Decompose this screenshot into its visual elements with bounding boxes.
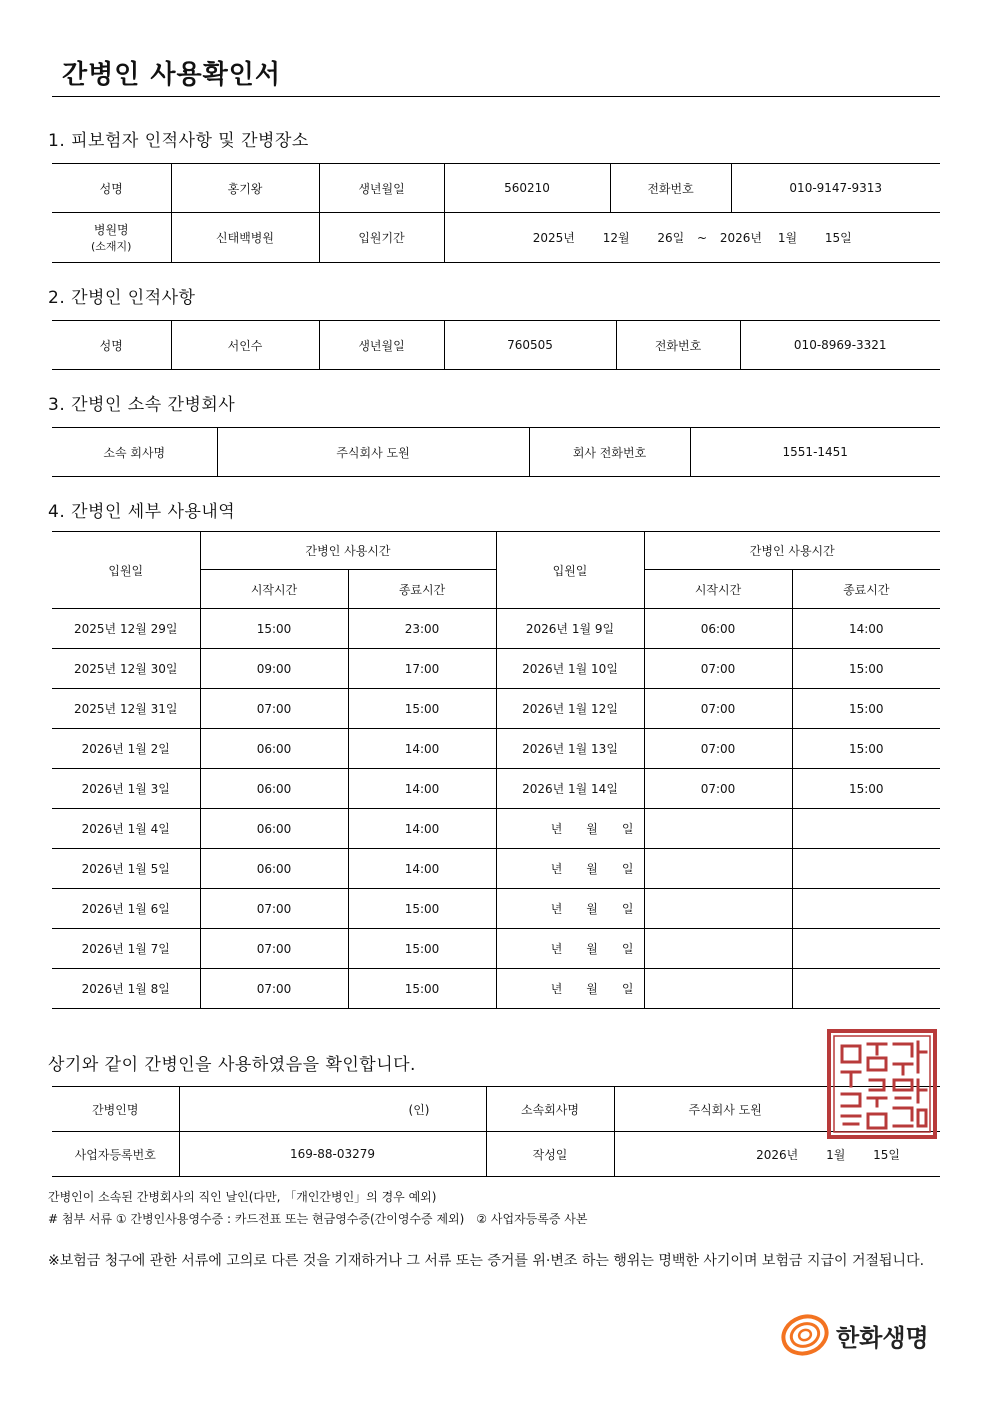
left-start-time[interactable]: 07:00: [200, 889, 348, 929]
left-end-time[interactable]: 14:00: [348, 849, 496, 889]
left-end-time[interactable]: 15:00: [348, 929, 496, 969]
hospital-label-sub: (소재지): [91, 240, 132, 253]
company-label: 소속회사명: [486, 1087, 614, 1132]
left-date[interactable]: 2026년 1월 6일: [52, 889, 200, 929]
right-start-time[interactable]: [644, 849, 792, 889]
company-name[interactable]: 주식회사 도원: [217, 428, 529, 477]
right-date[interactable]: 2026년 1월 9일: [496, 609, 644, 649]
usage-end-header-right: 종료시간: [792, 570, 940, 609]
company-info-table: [52, 427, 940, 477]
attachments-note: # 첨부 서류 ① 간병인사용영수증 : 카드전표 또는 현금영수증(간이영수증 제외) ② 사업자등록증 사본: [48, 1212, 588, 1226]
seal-note: 간병인이 소속된 간병회사의 직인 날인(다만, 「개인간병인」의 경우 예외): [48, 1190, 437, 1204]
period-end: 2026년 1월 15일: [719, 231, 852, 245]
insured-name-label: 성명: [52, 164, 171, 213]
right-date[interactable]: 2026년 1월 12일: [496, 689, 644, 729]
right-date[interactable]: 년 월 일: [496, 889, 644, 929]
right-end-time[interactable]: 15:00: [792, 689, 940, 729]
caregiver-name[interactable]: 서인수: [171, 321, 319, 370]
right-start-time[interactable]: [644, 969, 792, 1009]
usage-date-header-left: 입원일: [52, 532, 200, 609]
company-seal-stamp-icon: [826, 1028, 938, 1140]
left-date[interactable]: 2026년 1월 7일: [52, 929, 200, 969]
written-date-label: 작성일: [486, 1132, 614, 1177]
usage-end-header-left: 종료시간: [348, 570, 496, 609]
table-row: [52, 769, 940, 809]
company-name-field[interactable]: 주식회사 도원: [614, 1087, 940, 1132]
left-date[interactable]: 2025년 12월 31일: [52, 689, 200, 729]
usage-start-header-left: 시작시간: [200, 570, 348, 609]
caregiver-name-label: 성명: [52, 321, 171, 370]
left-date[interactable]: 2026년 1월 4일: [52, 809, 200, 849]
document-title: 간병인 사용확인서: [62, 60, 281, 90]
caregiver-birth[interactable]: 760505: [444, 321, 616, 370]
admission-period[interactable]: [444, 213, 940, 263]
insured-birth-label: 생년월일: [319, 164, 444, 213]
company-phone[interactable]: 1551-1451: [690, 428, 940, 477]
left-date[interactable]: 2026년 1월 5일: [52, 849, 200, 889]
right-end-time[interactable]: 15:00: [792, 729, 940, 769]
left-end-time[interactable]: 14:00: [348, 809, 496, 849]
left-start-time[interactable]: 06:00: [200, 769, 348, 809]
insured-phone[interactable]: 010-9147-9313: [731, 164, 940, 213]
title-divider: [52, 96, 940, 97]
caregiver-info-table: [52, 320, 940, 370]
usage-table: [52, 531, 940, 1009]
caregiver-name-label: 간병인명: [52, 1087, 179, 1132]
period-start: 2025년 12월 26일: [532, 231, 685, 245]
table-row: [52, 809, 940, 849]
section-4-heading: 4. 간병인 세부 사용내역: [48, 502, 236, 522]
right-start-time[interactable]: [644, 809, 792, 849]
period-label: 입원기간: [319, 213, 444, 263]
caregiver-phone-label: 전화번호: [616, 321, 740, 370]
right-start-time[interactable]: 07:00: [644, 729, 792, 769]
right-date[interactable]: 2026년 1월 10일: [496, 649, 644, 689]
right-start-time[interactable]: 06:00: [644, 609, 792, 649]
written-date[interactable]: 2026년 1월 15일: [614, 1132, 940, 1177]
caregiver-birth-label: 생년월일: [319, 321, 444, 370]
usage-start-header-right: 시작시간: [644, 570, 792, 609]
right-end-time[interactable]: [792, 849, 940, 889]
logo-text: 한화생명: [836, 1324, 929, 1352]
right-end-time[interactable]: 14:00: [792, 609, 940, 649]
left-start-time[interactable]: 07:00: [200, 969, 348, 1009]
biz-no-label: 사업자등록번호: [52, 1132, 179, 1177]
section-1-heading: 1. 피보험자 인적사항 및 간병장소: [48, 131, 309, 151]
table-row: [52, 889, 940, 929]
right-end-time[interactable]: [792, 929, 940, 969]
right-start-time[interactable]: [644, 889, 792, 929]
insured-phone-label: 전화번호: [610, 164, 731, 213]
insured-birth[interactable]: 560210: [444, 164, 610, 213]
left-date[interactable]: 2026년 1월 8일: [52, 969, 200, 1009]
hanwha-life-logo: [780, 1310, 940, 1356]
caregiver-signature-field[interactable]: [179, 1087, 486, 1132]
left-start-time[interactable]: 09:00: [200, 649, 348, 689]
hospital-name[interactable]: 신태백병원: [171, 213, 319, 263]
left-end-time[interactable]: 23:00: [348, 609, 496, 649]
right-end-time[interactable]: [792, 889, 940, 929]
left-date[interactable]: 2025년 12월 29일: [52, 609, 200, 649]
insured-name[interactable]: 홍기왕: [171, 164, 319, 213]
right-date[interactable]: 2026년 1월 14일: [496, 769, 644, 809]
confirmation-table: [52, 1086, 940, 1177]
left-start-time[interactable]: 06:00: [200, 809, 348, 849]
right-date[interactable]: 년 월 일: [496, 969, 644, 1009]
right-end-time[interactable]: [792, 809, 940, 849]
right-date[interactable]: 년 월 일: [496, 849, 644, 889]
biz-no[interactable]: 169-88-03279: [179, 1132, 486, 1177]
table-row: [52, 929, 940, 969]
period-separator: ~: [697, 231, 708, 245]
table-row: [52, 729, 940, 769]
table-row: [52, 969, 940, 1009]
left-end-time[interactable]: 15:00: [348, 689, 496, 729]
usage-date-header-right: 입원일: [496, 532, 644, 609]
caregiver-phone[interactable]: 010-8969-3321: [740, 321, 940, 370]
hanwha-flame-icon: [780, 1310, 830, 1356]
left-end-time[interactable]: 14:00: [348, 769, 496, 809]
table-row: [52, 849, 940, 889]
left-date[interactable]: 2025년 12월 30일: [52, 649, 200, 689]
left-end-time[interactable]: 17:00: [348, 649, 496, 689]
seal-mark-label: (인): [408, 1102, 430, 1117]
section-3-heading: 3. 간병인 소속 간병회사: [48, 395, 236, 415]
right-date[interactable]: 년 월 일: [496, 929, 644, 969]
hospital-label-main: 병원명: [93, 223, 129, 237]
insured-info-table: [52, 163, 940, 263]
left-start-time[interactable]: 06:00: [200, 849, 348, 889]
right-start-time[interactable]: [644, 929, 792, 969]
left-start-time[interactable]: 07:00: [200, 929, 348, 969]
right-start-time[interactable]: 07:00: [644, 689, 792, 729]
left-end-time[interactable]: 15:00: [348, 889, 496, 929]
section-2-heading: 2. 간병인 인적사항: [48, 288, 196, 308]
usage-time-header-left: 간병인 사용시간: [200, 532, 496, 570]
left-start-time[interactable]: 15:00: [200, 609, 348, 649]
left-start-time[interactable]: 06:00: [200, 729, 348, 769]
right-date[interactable]: 2026년 1월 13일: [496, 729, 644, 769]
left-date[interactable]: 2026년 1월 2일: [52, 729, 200, 769]
usage-time-header-right: 간병인 사용시간: [644, 532, 940, 570]
fraud-warning: ※보험금 청구에 관한 서류에 고의로 다른 것을 기재하거나 그 서류 또는 증거를 위·변조 하는 행위는 명백한 사기이며 보험금 지급이 거절됩니다.: [48, 1253, 925, 1269]
right-start-time[interactable]: 07:00: [644, 649, 792, 689]
left-end-time[interactable]: 14:00: [348, 729, 496, 769]
table-row: [52, 609, 940, 649]
right-date[interactable]: 년 월 일: [496, 809, 644, 849]
hospital-label: [52, 213, 171, 263]
right-end-time[interactable]: 15:00: [792, 649, 940, 689]
company-phone-label: 회사 전화번호: [529, 428, 690, 477]
left-start-time[interactable]: 07:00: [200, 689, 348, 729]
company-name-label: 소속 회사명: [52, 428, 217, 477]
right-start-time[interactable]: 07:00: [644, 769, 792, 809]
table-row: [52, 649, 940, 689]
confirmation-statement: 상기와 같이 간병인을 사용하였음을 확인합니다.: [48, 1055, 416, 1075]
right-end-time[interactable]: [792, 969, 940, 1009]
left-end-time[interactable]: 15:00: [348, 969, 496, 1009]
right-end-time[interactable]: 15:00: [792, 769, 940, 809]
left-date[interactable]: 2026년 1월 3일: [52, 769, 200, 809]
table-row: [52, 689, 940, 729]
